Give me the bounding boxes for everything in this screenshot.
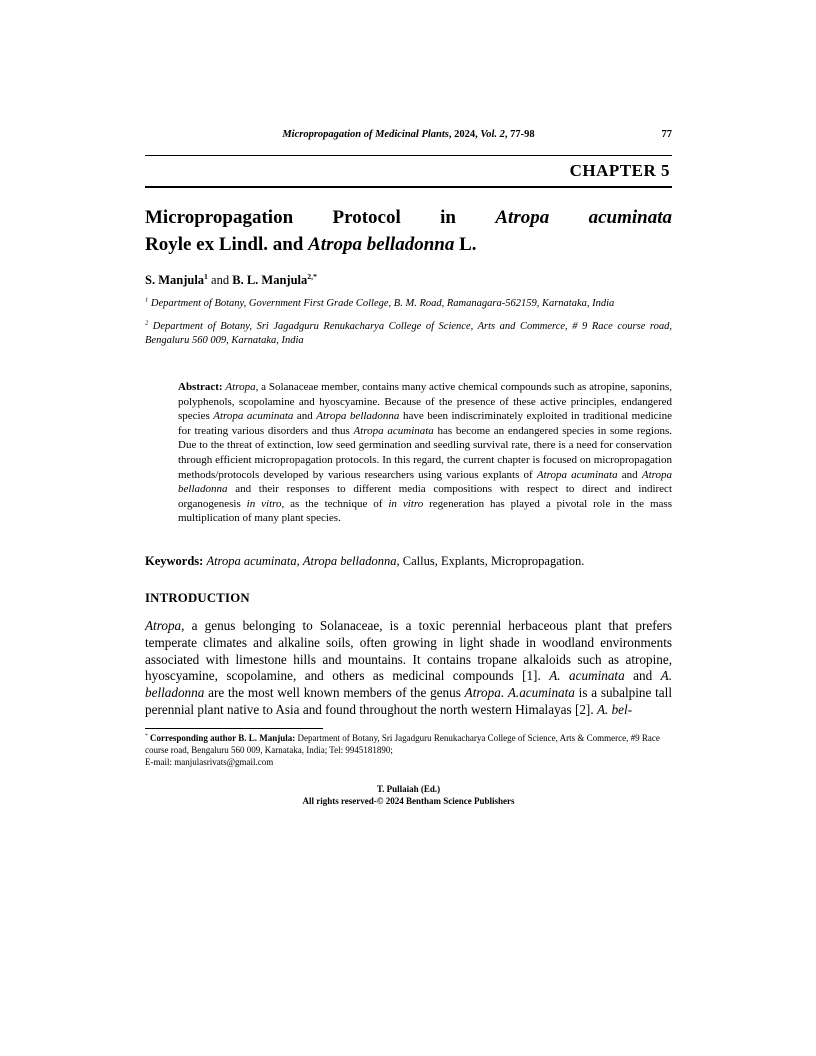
corresponding-author-footnote: * Corresponding author B. L. Manjula: Department of Botany, Sri Jagadguru Renukacharya College of Science, Arts & Commerce, #9 Race course road, Bengaluru 560 009, Karnataka, India; Tel: 9945181890; E-mail: manjulasrivats@gmail.com [145,732,660,767]
running-header-citation: Micropropagation of Medicinal Plants, 2024, Vol. 2, 77-98 [282,129,535,140]
running-header [145,128,672,142]
authors-line: S. Manjula$^1$ and B. L. Manjula$^{2,*}$ [145,271,317,287]
section-heading-introduction: INTRODUCTION [145,590,250,605]
page-number: 77 [661,129,672,140]
page-footer [145,783,672,808]
header-rule [145,155,672,156]
chapter-title [145,204,672,258]
keywords-line: Keywords: Atropa acuminata, Atropa belladonna, Callus, Explants, Micropropagation. [145,553,585,568]
chapter-title-line-2: Royle ex Lindl. and Atropa belladonna L. [145,234,477,255]
chapter-label: CHAPTER 5 [569,161,670,180]
introduction-paragraph: Atropa, a genus belonging to Solanaceae, is a toxic perennial herbaceous plant that prefers temperate climates and alkaline soils, often growing in light shade in woodland environments associated with limestone hills and mountains. It contains tropane alkaloids such as atropine, hyoscyamine, scopolamine, and others as medicinal compounds [1]. A. acuminata and A. belladonna are the most well known members of the genus Atropa. A.acuminata is a subalpine tall perennial plant native to Asia and found throughout the north western Himalayas [2]. A. bel- [145,617,672,717]
footnote-rule [145,728,323,729]
chapter-title-line-1: Micropropagation Protocol in Atropa acuminata [145,207,673,228]
editor-line: T. Pullaiah (Ed.) [376,783,441,794]
affiliation-1: $^1$ Department of Botany, Government First Grade College, B. M. Road, Ramanagara-562159, Karnataka, India [145,296,615,309]
abstract-block: Abstract: Atropa, a Solanaceae member, contains many active chemical compounds such as atropine, saponins, polyphenols, scopolamine and hyoscyamine. Because of the presence of these active principles, endangered species Atropa acuminata and Atropa belladonna have been indiscriminately exploited in traditional medicine for treating various disorders and thus Atropa acuminata has become an endangered species in some regions. Due to the threat of extinction, low seed germination and seedling survival rate, there is a need for conservation through efficient micropropagation protocols. In this regard, the current chapter is focused on micropropagation methods/protocols developed by various researchers using various explants of Atropa acuminata and Atropa belladonna and their responses to different media compositions with respect to direct and indirect organogenesis in vitro, as the technique of in vitro regeneration has played a pivotal role in the mass multiplication of many plant species. [178,381,673,525]
copyright-line: All rights reserved-© 2024 Bentham Science Publishers [302,796,515,807]
affiliation-2: $^2$ Department of Botany, Sri Jagadguru Renukacharya College of Science, Arts and Commerce, # 9 Race course road, Bengaluru 560 009, Karnataka, India [145,319,672,346]
chapter-rule [145,186,672,188]
